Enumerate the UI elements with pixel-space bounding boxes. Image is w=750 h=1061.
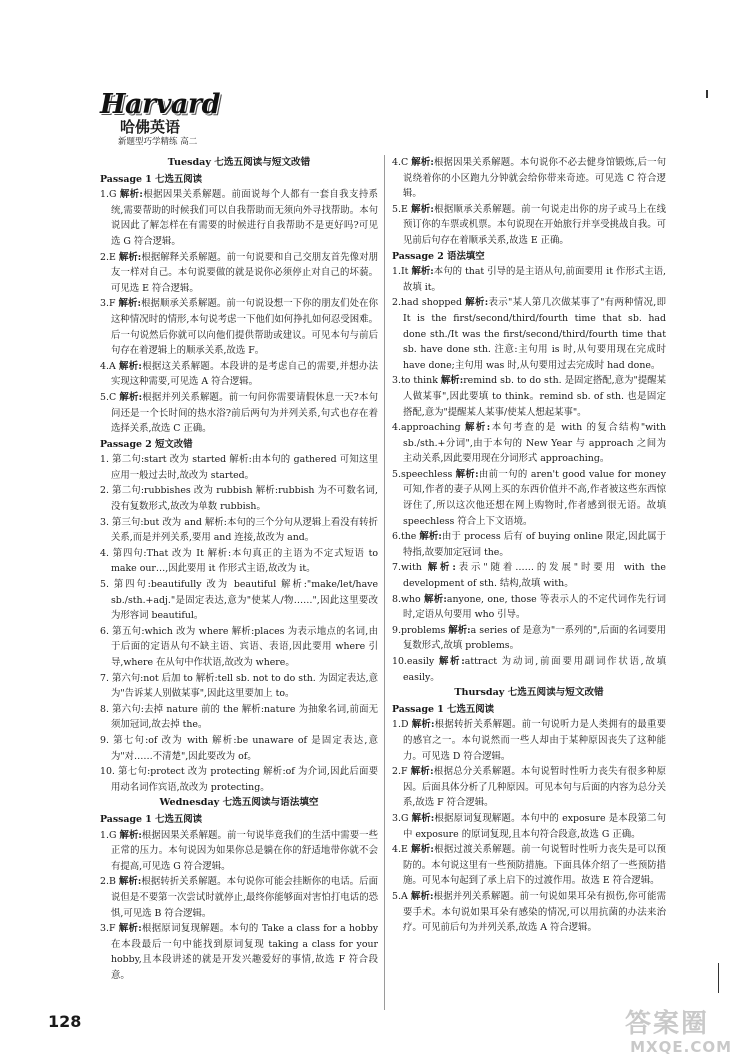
answer-number: 2.B bbox=[100, 876, 116, 888]
answer-item bbox=[100, 702, 378, 733]
analysis-label: 解析: bbox=[119, 829, 142, 841]
answer-text: 根据因果关系解题。本句说你不必去健身馆锻炼,后一句说绕着你的小区跑九分钟就会给你带来奇迹。可见选 C 符合逻辑。 bbox=[403, 157, 666, 200]
analysis-label: 解析: bbox=[119, 360, 142, 372]
answer-number: 2.E bbox=[100, 251, 116, 263]
answer-item bbox=[392, 264, 666, 295]
answer-item bbox=[100, 624, 378, 671]
answer-number: 2.F bbox=[392, 766, 408, 778]
answer-number: 3.F bbox=[100, 298, 116, 310]
analysis-label: 解析: bbox=[411, 844, 434, 856]
answer-number: 6.the bbox=[392, 531, 417, 543]
answer-text: 第三句:but 改为 and 解析:本句的三个分句从逻辑上看没有转折关系,而是并列关系,要用 and 连接,故改为 and。 bbox=[111, 516, 378, 544]
answer-number: 4.C bbox=[392, 157, 409, 168]
answer-text: 第五句:which 改为 where 解析:places 为表示地点的名词,由于后面的定语从句不缺主语、宾语、表语,因此要用 where 引导,where 在从句中作状语,故改为 where。 bbox=[111, 625, 378, 668]
analysis-label: 解析: bbox=[410, 766, 434, 778]
right-column bbox=[392, 155, 666, 936]
scan-mark bbox=[706, 90, 708, 98]
answer-number: 5.A bbox=[392, 890, 408, 902]
answer-text: a series of 是意为"一系列的",后面的名词要用复数形式,故填 problems。 bbox=[403, 624, 667, 652]
answer-text: 根据这关系解题。本段讲的是考虑自己的需要,并想办法实现这种需要,可见选 A 符合逻辑。 bbox=[111, 360, 379, 388]
answer-text: 根据转折关系解题。前一句说听力是人类拥有的最重要的感官之一。本句说然而一些人却由于某种原因丧失了这种能力。可见选 D 符合逻辑。 bbox=[403, 719, 667, 762]
answer-item bbox=[100, 452, 378, 483]
answer-item bbox=[100, 671, 378, 702]
answer-item bbox=[392, 842, 666, 889]
answer-number: 2. bbox=[100, 485, 109, 497]
answer-text: 根据总分关系解题。本句说暂时性听力丧失有很多种原因。后面具体分析了几种原因。可见本句与后面的内容为总分关系,故选 F 符合逻辑。 bbox=[403, 766, 666, 809]
answer-list bbox=[100, 452, 378, 795]
answer-text: 根据并列关系解题。前一句说如果耳朵有损伤,你可能需要手术。本句说如果耳朵有感染的情况,可以用抗菌的办法来治疗。可见前后句为并列关系,故选 A 符合逻辑。 bbox=[403, 890, 666, 934]
analysis-label: 解析: bbox=[438, 656, 465, 667]
answer-list bbox=[392, 264, 666, 685]
answer-text: 第四句:That 改为 It 解析:本句真正的主语为不定式短语 to make our…,因此要用 it 作形式主语,故改为 it。 bbox=[111, 547, 378, 575]
answer-number: 6. bbox=[100, 625, 109, 637]
answer-item bbox=[392, 623, 666, 654]
answer-text: 根据因果关系解题。前一句说毕竟我们的生活中需要一些正常的压力。本句说因为如果你总是躺在你的舒适地带你就不会有提高,可见选 G 符合逻辑。 bbox=[111, 829, 378, 872]
analysis-label: 解析: bbox=[440, 375, 464, 387]
answer-item bbox=[100, 921, 378, 983]
answer-text: 第四句:beautifully 改为 beautiful 解析:"make/let/have sb./sth.+adj."是固定表达,意为"使某人/物……",因此这里要改为形容词 beautiful。 bbox=[111, 579, 379, 622]
answer-text: 根据顺承关系解题。前一句说走出你的房子或马上在线预订你的车票或机票。本句说现在开始旅行并享受挑战自我。可见前后句存在着顺承关系,故选 E 正确。 bbox=[403, 203, 666, 246]
answer-text: 由前一句的 aren't good value for money 可知,作者的妻子从网上买的东西价值并不高,作者被这些东西惊讶住了,所以这次他还想在网上购物时,作者感到很无语。故填 speechless 符合上下文语境。 bbox=[403, 468, 666, 527]
answer-text: 第七句:of 改为 with 解析:be unaware of 是固定表达,意为"对……不清楚",因此要改为 of。 bbox=[111, 734, 379, 762]
passage-title: Passage 2 短文改错 bbox=[100, 438, 193, 450]
answer-text: 根据解释关系解题。前一句说要和自己交朋友首先像对朋友一样对自己。本句说要做的就是说你必须停止对自己的坏藐。可见选 E 符合逻辑。 bbox=[111, 251, 378, 294]
answer-text: 根据顺承关系解题。前一句说设想一下你的朋友们处在你这种情况时的情形,本句说考虑一下他们如何挣扎如何忍受困难。后一句说然后你就可以向他们提供帮助或建议。可见本句与前后句存在着逻辑上的顺承关系,故选 F。 bbox=[111, 298, 378, 357]
answer-text: 本句考查的是 with 的复合结构"with sb./sth.+分词",由于本句的 New Year 与 approach 之间为主动关系,因此要用现在分词形式 approaching。 bbox=[403, 422, 666, 465]
answer-text: 根据过渡关系解题。前一句说暂时性听力丧失是可以预防的。本句说这里有一些预防措施。下面具体介绍了一些预防措施。可见本句起到了承上启下的过渡作用。故选 E 符合逻辑。 bbox=[403, 844, 666, 887]
answer-number: 9. bbox=[100, 734, 109, 746]
answer-text: anyone, one, those 等表示人的不定代词作先行词时,定语从句要用 who 引导。 bbox=[403, 593, 666, 621]
answer-item bbox=[100, 359, 378, 390]
answer-item bbox=[392, 592, 666, 623]
column-divider bbox=[384, 155, 385, 1010]
answer-item bbox=[392, 889, 666, 936]
answer-number: 5.E bbox=[392, 203, 408, 215]
answer-item bbox=[392, 529, 666, 560]
analysis-label: 解析: bbox=[455, 468, 479, 480]
answer-item bbox=[100, 187, 378, 249]
passage-title: Passage 2 语法填空 bbox=[392, 250, 485, 262]
answer-item bbox=[100, 483, 378, 514]
answer-item bbox=[392, 202, 666, 249]
answer-text: 由于 process 后有 of buying online 限定,因此属于特指,故要加定冠词 the。 bbox=[403, 531, 666, 558]
answer-item bbox=[100, 546, 378, 577]
answer-text: attract 为动词,前面要用副词作状语,故填 easily。 bbox=[403, 656, 667, 683]
answer-item bbox=[392, 467, 666, 529]
answer-item bbox=[392, 764, 666, 811]
answer-number: 3.F bbox=[100, 923, 116, 935]
analysis-label: 解析: bbox=[118, 876, 142, 888]
answer-text: 第六句:not 后加 to 解析:tell sb. not to do sth. 为固定表达,意为"告诉某人别做某事",因此这里要加上 to。 bbox=[111, 672, 379, 700]
answer-number: 4. bbox=[100, 547, 109, 559]
answer-item bbox=[392, 373, 666, 420]
answer-number: 1.G bbox=[100, 189, 117, 201]
answer-number: 3. bbox=[100, 516, 109, 528]
answer-number: 4.approaching bbox=[392, 422, 461, 434]
analysis-label: 解析: bbox=[427, 562, 456, 574]
logo-subtitle: 新题型巧学精练 高二 bbox=[118, 137, 198, 147]
answer-text: 第二句:rubbishes 改为 rubbish 解析:rubbish 为不可数名词,没有复数形式,故改为单数 rubbish。 bbox=[111, 485, 379, 513]
answer-item bbox=[392, 420, 666, 467]
answer-text: 第二句:start 改为 started 解析:由本句的 gathered 可知这里应用一般过去时,故改为 started。 bbox=[111, 454, 379, 481]
logo-title: 哈佛英语 bbox=[120, 118, 181, 136]
analysis-label: 解析: bbox=[119, 391, 143, 403]
answer-number: 1.G bbox=[100, 829, 117, 841]
answer-item bbox=[392, 811, 666, 842]
answer-number: 2.had shopped bbox=[392, 297, 462, 309]
answer-number: 5.C bbox=[100, 391, 117, 403]
answer-number: 5. bbox=[100, 579, 109, 591]
analysis-label: 解析: bbox=[465, 422, 491, 434]
day-heading: Tuesday 七选五阅读与短文改错 bbox=[167, 157, 311, 168]
left-column bbox=[100, 155, 378, 983]
answer-list bbox=[100, 187, 378, 437]
watermark-url: MXQE.COM bbox=[630, 1038, 732, 1056]
analysis-label: 解析: bbox=[411, 203, 434, 215]
answer-item bbox=[100, 874, 378, 921]
passage-title: Passage 1 七选五阅读 bbox=[100, 173, 202, 185]
answer-number: 3.to think bbox=[392, 375, 438, 387]
answer-item bbox=[100, 577, 378, 624]
logo-brand: Harvard bbox=[100, 89, 221, 120]
analysis-label: 解析: bbox=[118, 298, 141, 310]
watermark-logo-text: 答案圈 bbox=[625, 1009, 710, 1039]
answer-list bbox=[392, 717, 666, 935]
answer-number: 8. bbox=[100, 703, 109, 715]
answer-number: 7.with bbox=[392, 562, 422, 574]
analysis-label: 解析: bbox=[118, 923, 142, 935]
day-heading: Thursday 七选五阅读与短文改错 bbox=[454, 687, 604, 699]
answer-item bbox=[100, 390, 378, 437]
harvard-logo bbox=[100, 89, 221, 154]
answer-number: 5.speechless bbox=[392, 468, 453, 480]
analysis-label: 解析: bbox=[411, 266, 434, 278]
answer-item bbox=[100, 828, 378, 875]
page-number: 128 bbox=[48, 1012, 82, 1031]
analysis-label: 解析: bbox=[410, 890, 434, 902]
answer-text: 第七句:protect 改为 protecting 解析:of 为介词,因此后面要用动名词作宾语,故改为 protecting。 bbox=[111, 766, 379, 793]
analysis-label: 解析: bbox=[411, 719, 435, 731]
answer-text: 根据并列关系解题。前一句问你需要请假休息一天?本句问还是一个长时间的热水浴?前后两句为并列关系,句式也存在着选择关系,故选 C 正确。 bbox=[111, 391, 378, 435]
answer-number: 1.It bbox=[392, 266, 409, 278]
answer-text: 第六句:去掉 nature 前的 the 解析:nature 为抽象名词,前面无须加冠词,故去掉 the。 bbox=[111, 703, 378, 731]
answer-text: 根据转折关系解题。本句说你可能会挂断你的电话。后面说但是不要第一次尝试时就停止,最终你能够面对害怕打电话的恐惧,可见选 B 符合逻辑。 bbox=[111, 876, 378, 919]
answer-number: 4.E bbox=[392, 844, 408, 856]
analysis-label: 解析: bbox=[118, 251, 142, 263]
answer-number: 1. bbox=[100, 454, 109, 466]
answer-number: 7. bbox=[100, 672, 109, 684]
answer-number: 8.who bbox=[392, 593, 421, 605]
answer-number: 10.easily bbox=[392, 656, 435, 667]
answer-text: 根据因果关系解题。前面说每个人都有一套自我支持系统,需要帮助的时候我们可以自我帮助而无须向外寻找帮助。本句说因此了解怎样在有需要的时候进行自我帮助不是更好吗?可见选 G 符合逻辑。 bbox=[111, 189, 378, 247]
answer-text: remind sb. to do sth. 是固定搭配,意为"提醒某人做某事",因此要填 to think。remind sb. of sth. 也是固定搭配,意为"提醒某人某事/使某人想起某事"。 bbox=[403, 375, 666, 418]
answer-text: 本句的 that 引导的是主语从句,前面要用 it 作形式主语,故填 it。 bbox=[403, 266, 667, 293]
answer-number: 9.problems bbox=[392, 624, 446, 636]
answer-item bbox=[100, 515, 378, 546]
answer-text: 表示"随着……的发展"时要用 with the development of sth. 结构,故填 with。 bbox=[403, 562, 666, 590]
analysis-label: 解析: bbox=[448, 624, 471, 636]
answer-number: 1.D bbox=[392, 719, 409, 731]
analysis-label: 解析: bbox=[419, 531, 442, 543]
answer-list bbox=[100, 828, 378, 984]
day-heading: Wednesday 七选五阅读与语法填空 bbox=[159, 797, 319, 809]
answer-item bbox=[392, 295, 666, 373]
answer-item bbox=[392, 654, 666, 685]
analysis-label: 解析: bbox=[119, 189, 143, 201]
answer-number: 3.G bbox=[392, 812, 409, 824]
answer-item bbox=[100, 250, 378, 297]
answer-text: 根据原词复现解题。本句中的 exposure 是本段第二句中 exposure 的原词复现,且本句符合段意,故选 G 正确。 bbox=[403, 812, 666, 840]
analysis-label: 解析: bbox=[423, 593, 447, 605]
answer-item bbox=[392, 717, 666, 764]
passage-title: Passage 1 七选五阅读 bbox=[100, 813, 202, 825]
passage-title: Passage 1 七选五阅读 bbox=[392, 703, 494, 715]
answer-item bbox=[100, 733, 378, 764]
watermark bbox=[625, 1010, 740, 1060]
answer-text: 根据原词复现解题。本句的 Take a class for a hobby 在本段最后一句中能找到原词复现 taking a class for your hobby,且本段讲述的就是开发兴趣爱好的事情,故选 F 符合段意。 bbox=[111, 923, 378, 981]
analysis-label: 解析: bbox=[411, 157, 434, 168]
answer-item bbox=[392, 560, 666, 591]
answer-list bbox=[392, 155, 666, 249]
scan-mark bbox=[718, 963, 719, 993]
answer-item bbox=[392, 155, 666, 202]
answer-item bbox=[100, 296, 378, 358]
analysis-label: 解析: bbox=[411, 812, 435, 824]
answer-text: 表示"某人第几次做某事了"有两种情况,即 It is the first/second/third/fourth time that sb. had done sth./It was the first/second/third/fourth time that sb. have done sth. 注意:主句用 is 时,从句要用现在完成时 have done;主句用 was 时,从句要用过去完成时 had done。 bbox=[403, 297, 667, 371]
analysis-label: 解析: bbox=[465, 297, 489, 309]
answer-number: 4.A bbox=[100, 360, 116, 372]
answer-item bbox=[100, 764, 378, 795]
answer-number: 10. bbox=[100, 766, 115, 778]
